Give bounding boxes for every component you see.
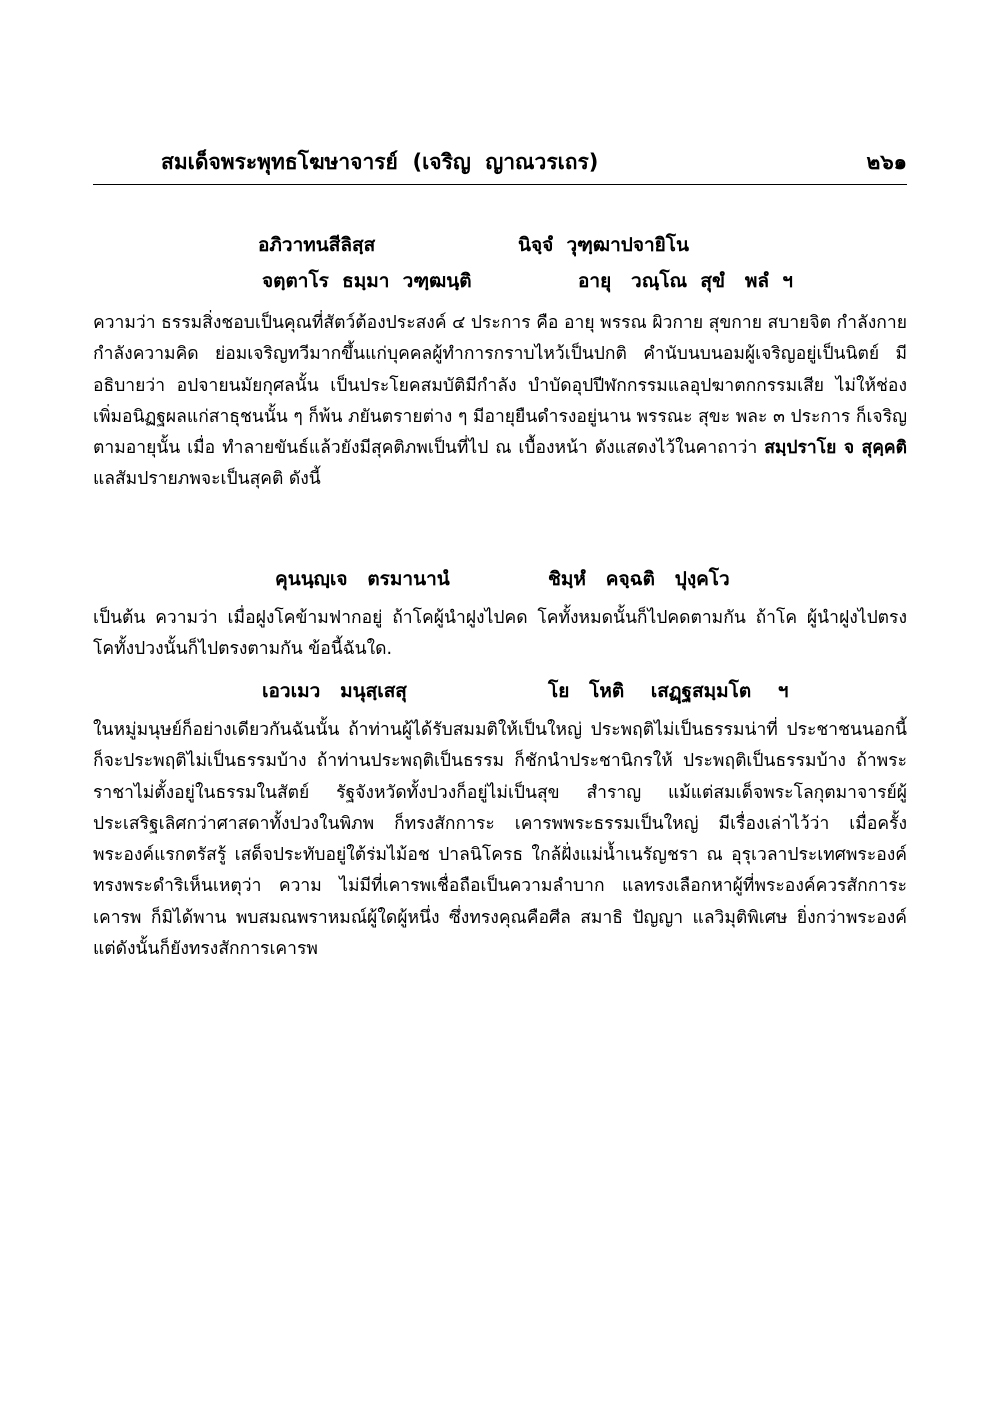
paragraph-1-ending: แลสัมปรายภพจะเป็นสุคติ ดังนี้	[93, 469, 321, 490]
paragraph-2-text: เป็นต้น ความว่า เมื่อฝูงโคข้ามฟากอยู่ ถ้าโคผู้นำฝูงไปคด โคทั้งหมดนั้นก็ไปคดตามกัน ถ้าโค ผู้นำฝูงไปตรง โคทั้งปวงนั้นก็ไปตรงตามกัน ข้อนี้ฉันใด.	[93, 608, 907, 660]
page-number: ๒๖๑	[866, 150, 907, 174]
paragraph-1-bold-quote: สมฺปราโย จ สุคฺคติ	[764, 438, 907, 459]
page-header	[93, 140, 907, 185]
verse1-line2-right: อายุ วณฺโณ สุขํ พลํ ฯ	[578, 270, 793, 292]
verse1-line2-left: จตฺตาโร ธมฺมา วฑฺฒนฺติ	[262, 270, 472, 292]
verse2-left: คุนนฺญฺเจ ตรมานานํ	[275, 568, 450, 590]
paragraph-2	[93, 603, 907, 666]
paragraph-3-text: ในหมู่มนุษย์ก็อย่างเดียวกันฉันนั้น ถ้าท่านผู้ได้รับสมมติให้เป็นใหญ่ ประพฤติไม่เป็นธรรมน่าที่ ประชาชนนอกนี้ก็จะประพฤติไม่เป็นธรรมบ้าง ถ้าท่านประพฤติเป็นธรรม ก็ชักนำประชานิกรให้ ประพฤติเป็นธรรมบ้าง ถ้าพระราชาไม่ตั้งอยู่ในธรรมในสัตย์ รัฐจังหวัดทั้งปวงก็อยู่ไม่เป็นสุข สำราญ แม้แต่สมเด็จพระโลกุตมาจารย์ผู้ประเสริฐเลิศกว่าศาสดาทั้งปวงในพิภพ ก็ทรงสักการะ เคารพพระธรรมเป็นใหญ่ มีเรื่องเล่าไว้ว่า เมื่อครั้งพระองค์แรกตรัสรู้ เสด็จประทับอยู่ใต้ร่มไม้อช ปาลนิโครธ ใกล้ฝั่งแม่น้ำเนรัญชรา ณ อุรุเวลาประเทศพระองค์ทรงพระดำริเห็นเหตุว่า ความ ไม่มีที่เคารพเชื่อถือเป็นความลำบาก แลทรงเลือกหาผู้ที่พระองค์ควรสักการะเคารพ ก็มิได้พาน พบสมณพราหมณ์ผู้ใดผู้หนึ่ง ซึ่งทรงคุณคือศีล สมาธิ ปัญญา แลวิมุติพิเศษ ยิ่งกว่าพระองค์ แต่ดังนั้นก็ยังทรงสักการเคารพ	[93, 720, 907, 960]
running-title: สมเด็จพระพุทธโฆษาจารย์ (เจริญ ญาณวรเถร)	[161, 150, 599, 174]
verse2-right: ชิมฺหํ คจฺฉติ ปุงฺคโว	[548, 568, 730, 590]
verse3-left: เอวเมว มนุสฺเสสุ	[262, 680, 407, 702]
verse3-right: โย โหติ เสฏฺฐสมฺมโต ฯ	[548, 680, 789, 702]
paragraph-1-text: ความว่า ธรรมสิ่งชอบเป็นคุณที่สัตว์ต้องประสงค์ ๔ ประการ คือ อายุ พรรณ ผิวกาย สุขกาย สบายจิต กำลังกาย กำลังความคิด ย่อมเจริญทวีมากขึ้นแก่บุคคลผู้ทำการกราบไหว้เป็นปกติ คำนับนบนอมผู้เจริญอยู่เป็นนิตย์ มีอธิบายว่า อปจายนมัยกุศลนั้น เป็นประโยคสมบัติมีกำลัง บำบัดอุปปีฬกกรรมแลอุปฆาตกกรรมเสีย ไม่ให้ช่องเพิ่มอนิฏฐผลแก่สาธุชนนั้น ๆ ก็พ้น ภยันตรายต่าง ๆ มีอายุยืนดำรงอยู่นาน พรรณะ สุขะ พละ ๓ ประการ ก็เจริญตามอายุนั้น เมื่อ ทำลายขันธ์แล้วยังมีสุคติภพเป็นที่ไป ณ เบื้องหน้า ดังแสดงไว้ในคาถาว่า	[93, 313, 907, 459]
verse1-line1-right: นิจฺจํ วุฑฺฒาปจายิโน	[518, 234, 689, 256]
paragraph-1	[93, 308, 907, 496]
paragraph-3	[93, 715, 907, 965]
verse1-line1-left: อภิวาทนสีลิสฺส	[258, 234, 376, 256]
